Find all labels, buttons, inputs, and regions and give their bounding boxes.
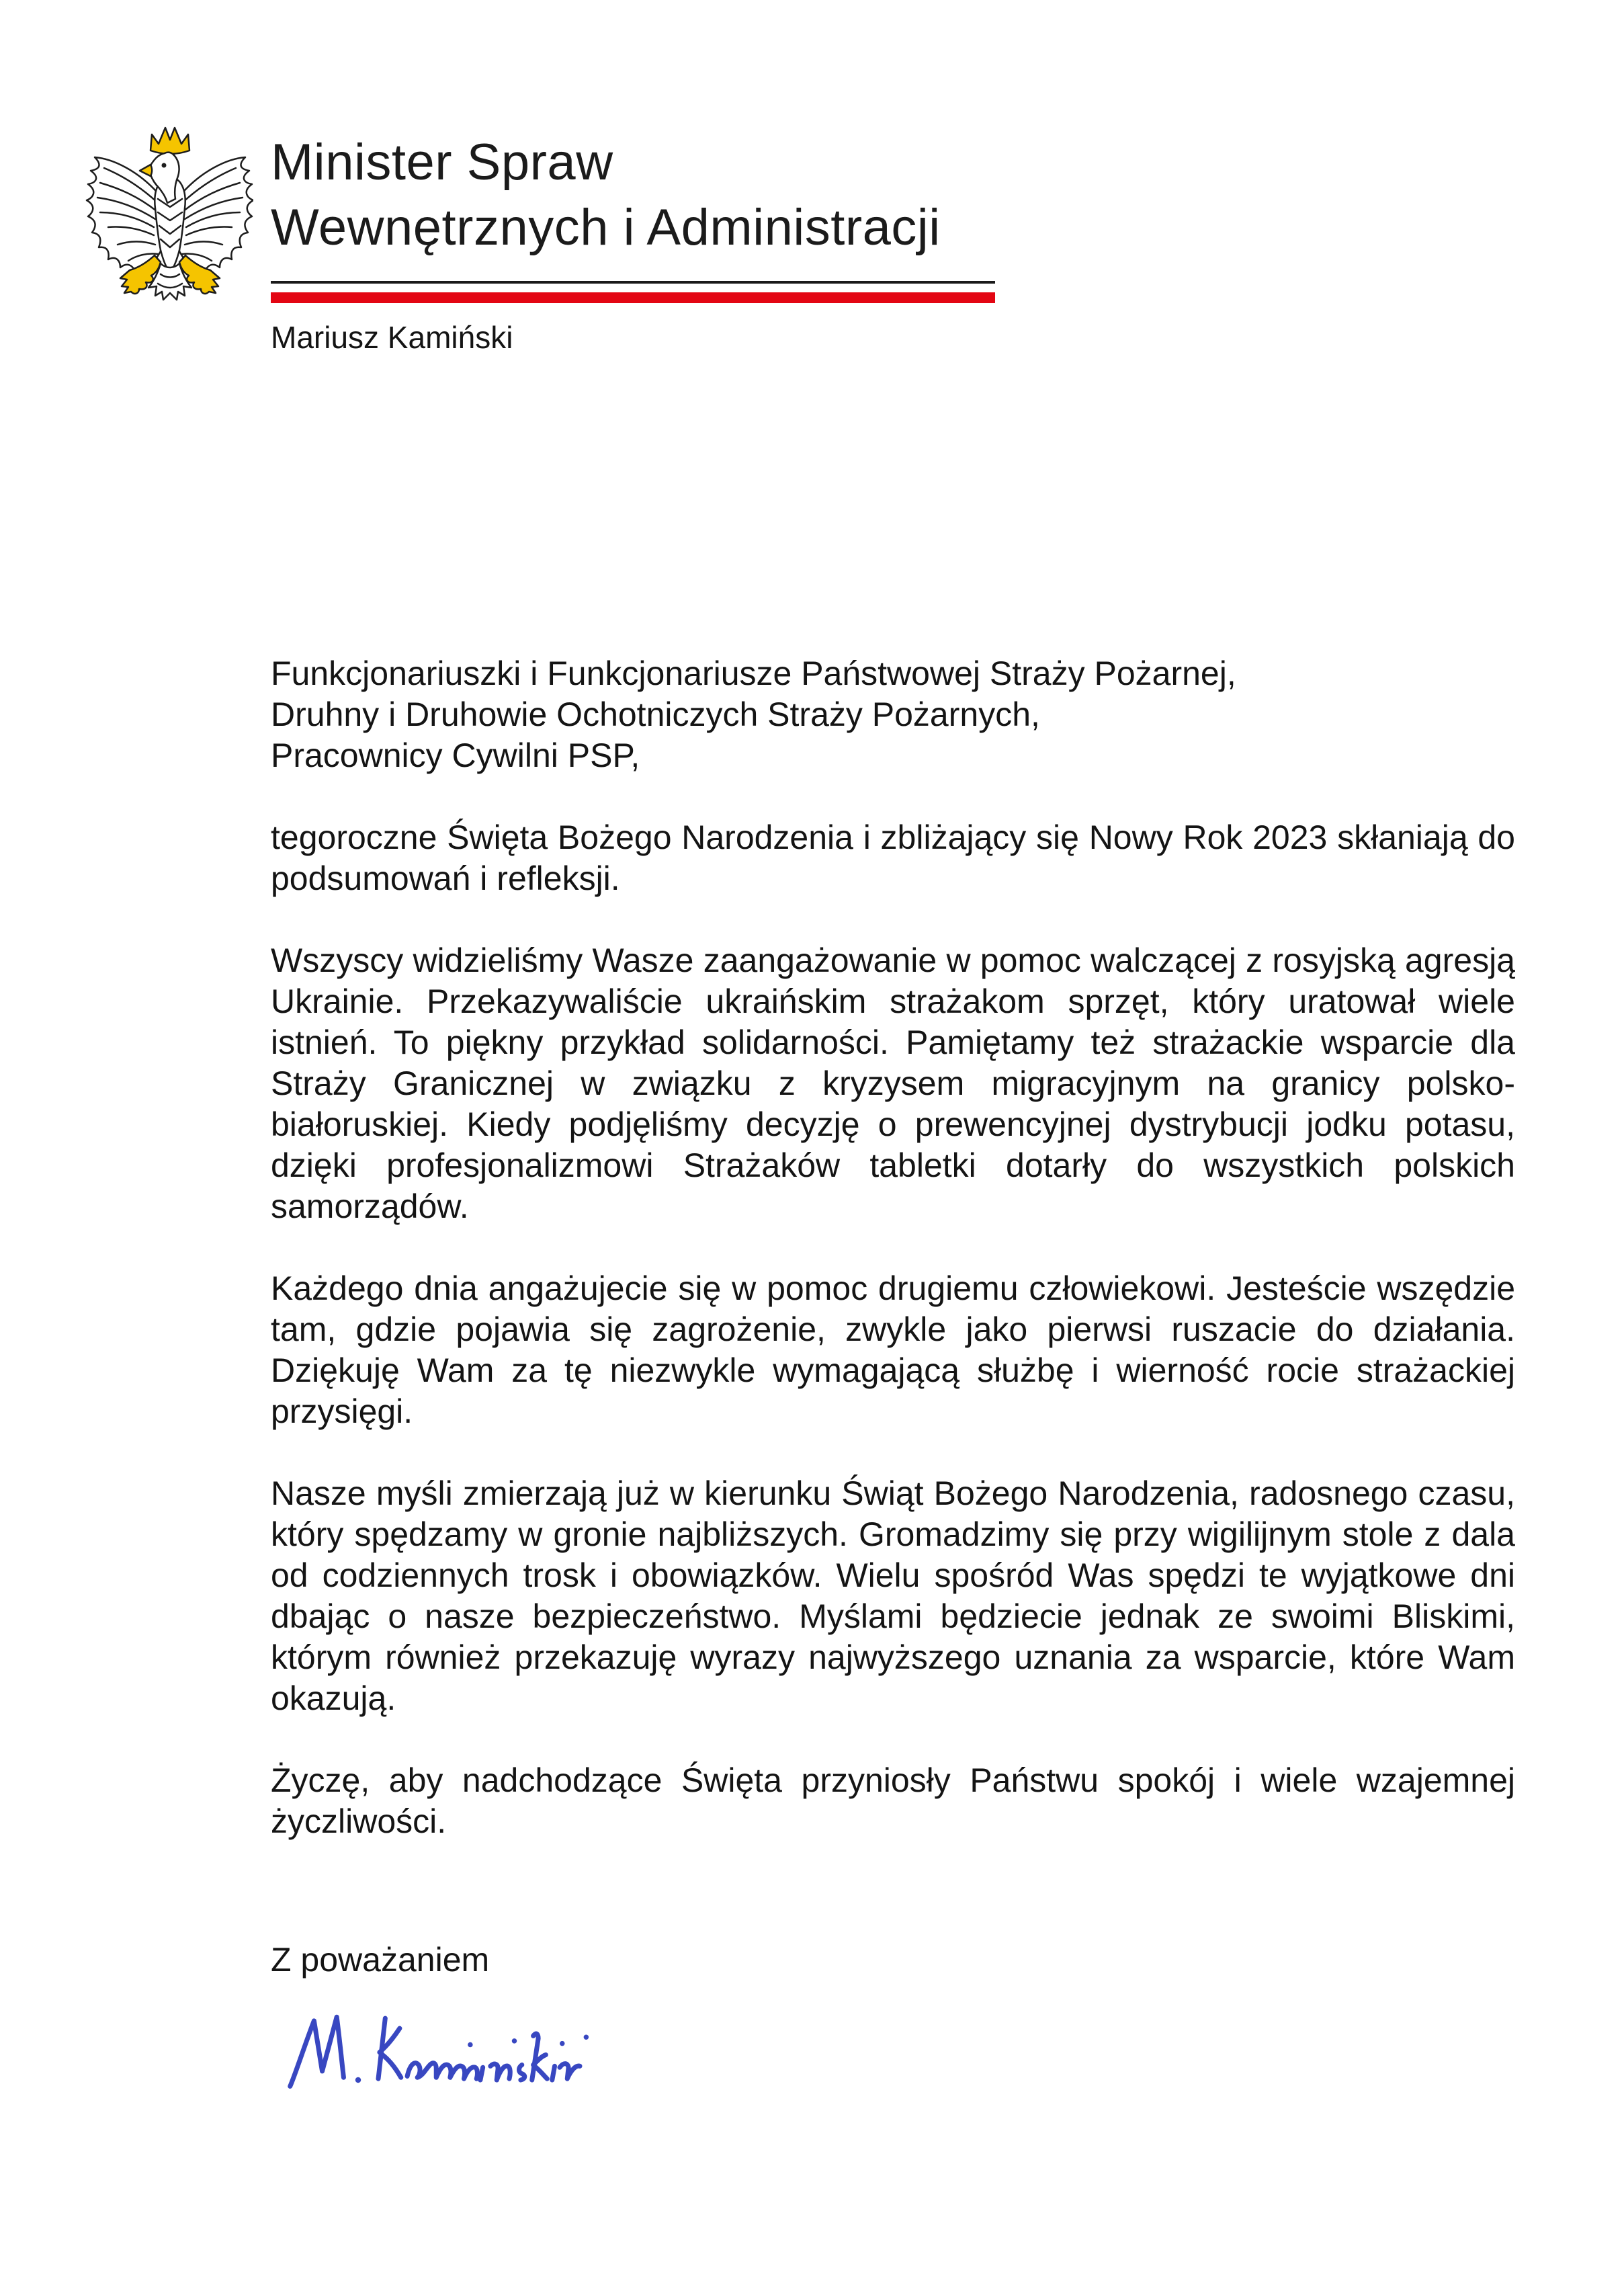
paragraph-wishes: Życzę, aby nadchodzące Święta przyniosły Państwu spokój i wiele wzajemnej życzliwości. [271,1761,1515,1840]
ministry-title-line1: Minister Spraw [271,134,613,191]
ministry-title [271,130,1211,260]
salutation [271,653,1515,776]
salutation-line-civil-workers: Pracownicy Cywilni PSP, [271,737,640,774]
salutation-line-psp-officers: Funkcjonariuszki i Funkcjonariusze Państwowej Straży Pożarnej, [271,655,1236,692]
header-rule-red [271,292,995,303]
header-rule-black [271,281,995,284]
paragraph-christmas: Nasze myśli zmierzają już w kierunku Świąt Bożego Narodzenia, radosnego czasu, który spędzamy w gronie najbliższych. Gromadzimy się przy wigilijnym stole z dala od codziennych trosk i obowiązków. Wielu spośród Was spędzi te wyjątkowe dni dbając o nasze bezpieczeństwo. Myślami będziecie jednak ze swoimi Bliskimi, którym również przekazuję wyrazy najwyższego uznania za wsparcie, które Wam okazują. [271,1474,1515,1717]
paragraph-daily-service: Każdego dnia angażujecie się w pomoc drugiemu człowiekowi. Jesteście wszędzie tam, gdzie pojawia się zagrożenie, zwykle jako pierwsi ruszacie do działania. Dziękuję Wam za tę niezwykle wymagającą służbę i wierność rocie strażackiej przysięgi. [271,1270,1515,1430]
polish-eagle-emblem-icon [85,123,253,306]
minister-name: Mariusz Kamiński [271,320,513,355]
paragraph-intro: tegoroczne Święta Bożego Narodzenia i zbliżający się Nowy Rok 2023 skłaniają do podsumowań i refleksji. [271,819,1515,897]
letter-body [271,653,1515,2100]
closing-line: Z poważaniem [271,1941,490,1979]
paragraph-ukraine-support: Wszyscy widzieliśmy Wasze zaangażowanie w pomoc walczącej z rosyjską agresją Ukrainie. Przekazywaliście ukraińskim strażakom sprzęt, który uratował wiele istnień. To piękny przykład solidarności. Pamiętamy też strażackie wsparcie dla Straży Granicznej w związku z kryzysem migracyjnym na granicy polsko-białoruskiej. Kiedy podjęliśmy decyzję o prewencyjnej dystrybucji jodku potasu, dzięki profesjonalizmowi Strażaków tabletki dotarły do wszystkich polskich samorządów. [271,942,1515,1225]
salutation-line-volunteer-firefighters: Druhny i Druhowie Ochotniczych Straży Pożarnych, [271,696,1040,733]
ministry-title-line2: Wewnętrznych i Administracji [271,199,941,256]
signature-image [271,1999,647,2100]
